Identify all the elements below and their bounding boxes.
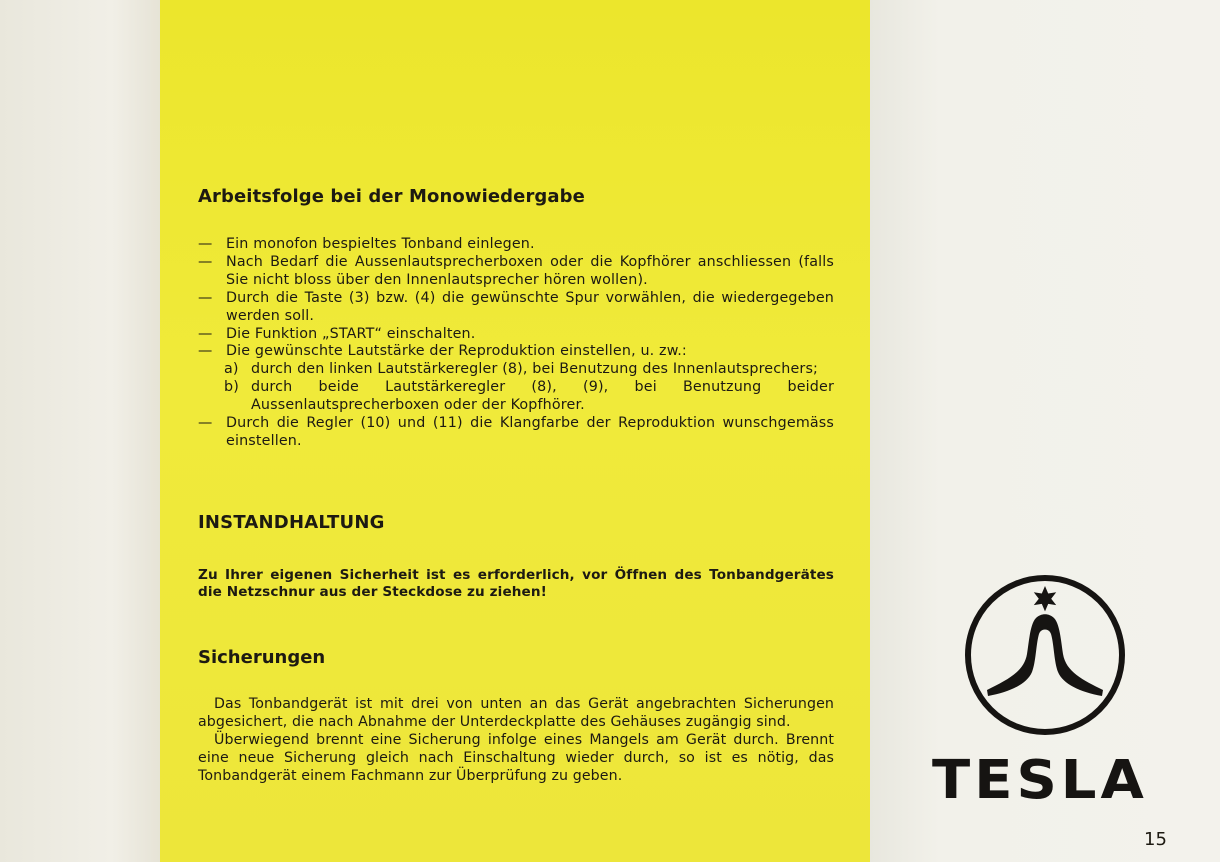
list-item: — Die gewünschte Lautstärke der Reproduktion einstellen, u. zw.:: [198, 343, 687, 360]
heading-sicherungen: Sicherungen: [198, 647, 326, 668]
safety-warning: Zu Ihrer eigenen Sicherheit ist es erforderlich, vor Öffnen des Tonbandgerätes die Netzschnur aus der Steckdose zu ziehen!: [198, 567, 834, 600]
list-subitem: a) durch den linken Lautstärkeregler (8), bei Benutzung des Innenlautsprechers;: [224, 361, 819, 378]
tesla-wordmark: TESLA: [932, 749, 1148, 812]
heading-monowiedergabe: Arbeitsfolge bei der Monowiedergabe: [198, 186, 585, 207]
list-item: — Durch die Regler (10) und (11) die Klangfarbe der Reproduktion wunschgemäss einstellen.: [198, 415, 834, 449]
paragraph: Das Tonbandgerät ist mit drei von unten an das Gerät angebrachten Sicherungen abgesichert, die nach Abnahme der Unterdeckplatte des Gehäuses zugängig sind.: [198, 696, 834, 730]
paragraph: Überwiegend brennt eine Sicherung infolge eines Mangels am Gerät durch. Brennt eine neue Sicherung gleich nach Einschaltung wieder durch, so ist es nötig, das Tonbandgerät einem Fachmann zur Überprüfung zu geben.: [198, 731, 834, 784]
list-item: — Die Funktion „START“ einschalten.: [198, 325, 476, 342]
mono-steps-list: [198, 236, 834, 451]
heading-instandhaltung: INSTANDHALTUNG: [198, 512, 385, 533]
list-item: — Nach Bedarf die Aussenlautsprecherboxen oder die Kopfhörer anschliessen (falls Sie nicht bloss über den Innenlautsprecher hören wollen).: [198, 253, 834, 288]
list-item: — Ein monofon bespieltes Tonband einlegen.: [198, 236, 535, 252]
list-item: — Durch die Taste (3) bzw. (4) die gewünschte Spur vorwählen, die wiedergegeben werden soll.: [198, 289, 834, 324]
list-subitem: b) durch beide Lautstärkeregler (8), (9), bei Benutzung beider Aussenlautsprecherboxen oder der Kopfhörer.: [224, 379, 834, 414]
page-number: 15: [1144, 829, 1167, 850]
left-page-margin: [0, 0, 160, 862]
sicherungen-body: [198, 696, 834, 786]
tesla-logo-icon: [962, 572, 1128, 738]
